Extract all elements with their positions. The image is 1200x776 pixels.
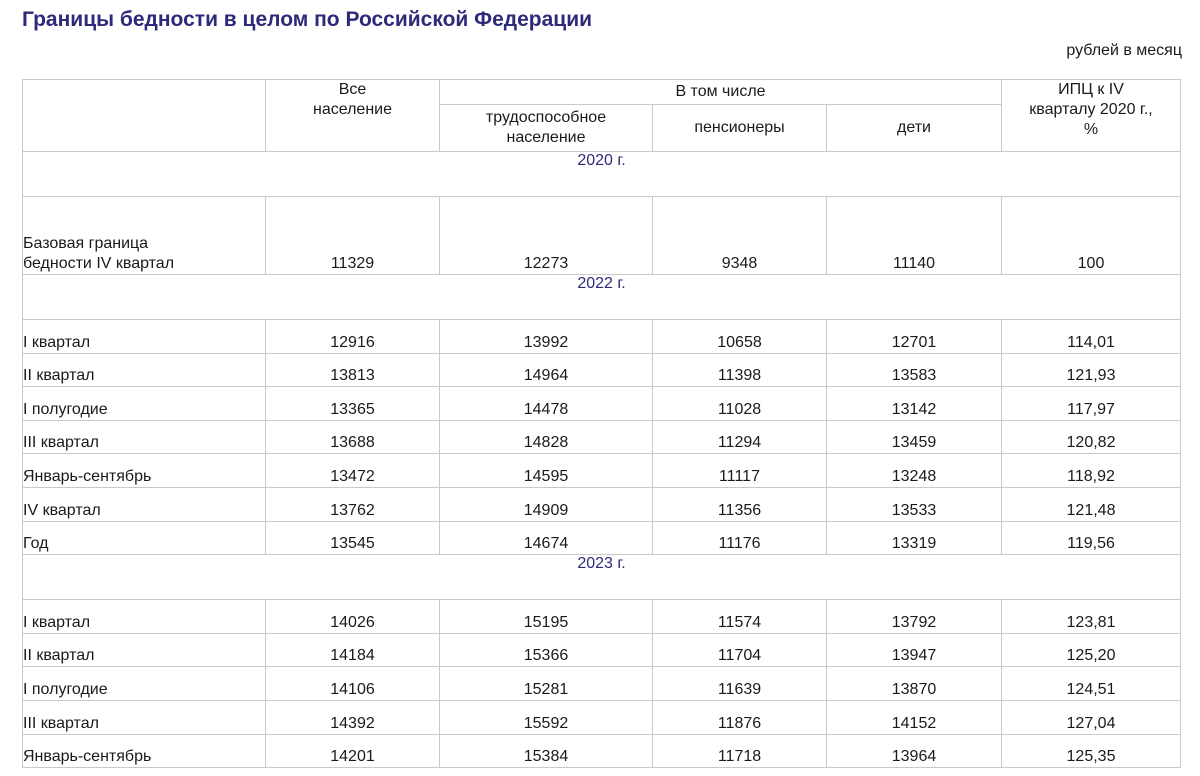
- table-row: [23, 454, 1181, 488]
- cell-cpi: 118,92: [1002, 454, 1181, 488]
- row-label: III квартал: [23, 700, 266, 734]
- cell-cpi: 127,04: [1002, 700, 1181, 734]
- cell-all-population: 12916: [266, 320, 440, 354]
- cell-all-population: 14392: [266, 700, 440, 734]
- cell-cpi: 125,35: [1002, 734, 1181, 768]
- table-row: [23, 600, 1181, 634]
- header-cpi: ИПЦ к IV кварталу 2020 г., %: [1002, 80, 1181, 152]
- table-row: [23, 633, 1181, 667]
- row-label: Год: [23, 521, 266, 555]
- cell-working-age: 14964: [440, 353, 653, 387]
- cell-children: 13792: [827, 600, 1002, 634]
- cell-cpi: 117,97: [1002, 387, 1181, 421]
- cell-children: 13319: [827, 521, 1002, 555]
- cell-working-age: 13992: [440, 320, 653, 354]
- cell-working-age: 15384: [440, 734, 653, 768]
- cell-working-age: 15281: [440, 667, 653, 701]
- units-note: рублей в месяц: [1066, 42, 1182, 59]
- table-row: [23, 320, 1181, 354]
- table-body: [23, 152, 1181, 768]
- cell-cpi: 119,56: [1002, 521, 1181, 555]
- cell-pensioners: 11176: [653, 521, 827, 555]
- cell-children: 13459: [827, 420, 1002, 454]
- cell-all-population: 14026: [266, 600, 440, 634]
- cell-working-age: 14828: [440, 420, 653, 454]
- row-label: I квартал: [23, 320, 266, 354]
- row-label: Январь-сентябрь: [23, 454, 266, 488]
- cell-children: 13870: [827, 667, 1002, 701]
- cell-children: 13142: [827, 387, 1002, 421]
- year-row: [23, 555, 1181, 600]
- cell-working-age: 15195: [440, 600, 653, 634]
- row-label: III квартал: [23, 420, 266, 454]
- row-label: II квартал: [23, 633, 266, 667]
- header-including: В том числе: [440, 80, 1002, 105]
- cell-pensioners: 11028: [653, 387, 827, 421]
- cell-working-age: 15592: [440, 700, 653, 734]
- cell-children: 13947: [827, 633, 1002, 667]
- cell-all-population: 13545: [266, 521, 440, 555]
- row-label: II квартал: [23, 353, 266, 387]
- header-label-cell: [23, 80, 266, 152]
- cell-children: 13533: [827, 487, 1002, 521]
- cell-pensioners: 11398: [653, 353, 827, 387]
- cell-cpi: 121,48: [1002, 487, 1181, 521]
- table-row: [23, 734, 1181, 768]
- table-row: [23, 420, 1181, 454]
- cell-working-age: 12273: [440, 197, 653, 275]
- cell-working-age: 14909: [440, 487, 653, 521]
- year-label: 2023 г.: [23, 555, 1181, 600]
- table-row: [23, 700, 1181, 734]
- cell-all-population: 13762: [266, 487, 440, 521]
- cell-pensioners: 11294: [653, 420, 827, 454]
- cell-all-population: 14106: [266, 667, 440, 701]
- table-row: [23, 487, 1181, 521]
- cell-pensioners: 10658: [653, 320, 827, 354]
- cell-children: 11140: [827, 197, 1002, 275]
- page-title: Границы бедности в целом по Российской Федерации: [22, 8, 593, 31]
- cell-all-population: 14201: [266, 734, 440, 768]
- cell-working-age: 14478: [440, 387, 653, 421]
- cell-children: 13964: [827, 734, 1002, 768]
- year-row: [23, 275, 1181, 320]
- cell-all-population: 14184: [266, 633, 440, 667]
- cell-working-age: 14595: [440, 454, 653, 488]
- cell-pensioners: 9348: [653, 197, 827, 275]
- header-pensioners: пенсионеры: [653, 105, 827, 152]
- cell-pensioners: 11876: [653, 700, 827, 734]
- cell-cpi: 120,82: [1002, 420, 1181, 454]
- year-row: [23, 152, 1181, 197]
- cell-all-population: 13472: [266, 454, 440, 488]
- row-label: I квартал: [23, 600, 266, 634]
- cell-children: 13248: [827, 454, 1002, 488]
- cell-all-population: 13688: [266, 420, 440, 454]
- row-label: Январь-сентябрь: [23, 734, 266, 768]
- table-row: [23, 387, 1181, 421]
- table-row: [23, 667, 1181, 701]
- cell-cpi: 100: [1002, 197, 1181, 275]
- row-label: I полугодие: [23, 387, 266, 421]
- cell-all-population: 13365: [266, 387, 440, 421]
- table-row: [23, 197, 1181, 275]
- cell-all-population: 11329: [266, 197, 440, 275]
- cell-working-age: 15366: [440, 633, 653, 667]
- cell-pensioners: 11718: [653, 734, 827, 768]
- cell-children: 12701: [827, 320, 1002, 354]
- cell-pensioners: 11704: [653, 633, 827, 667]
- cell-working-age: 14674: [440, 521, 653, 555]
- year-label: 2020 г.: [23, 152, 1181, 197]
- cell-cpi: 121,93: [1002, 353, 1181, 387]
- header-working-age: трудоспособное население: [440, 105, 653, 152]
- cell-pensioners: 11117: [653, 454, 827, 488]
- cell-cpi: 123,81: [1002, 600, 1181, 634]
- cell-pensioners: 11639: [653, 667, 827, 701]
- year-label: 2022 г.: [23, 275, 1181, 320]
- row-label: IV квартал: [23, 487, 266, 521]
- row-label: I полугодие: [23, 667, 266, 701]
- header-all-population: Все население: [266, 80, 440, 152]
- cell-children: 14152: [827, 700, 1002, 734]
- cell-cpi: 114,01: [1002, 320, 1181, 354]
- row-label: Базовая граница бедности IV квартал: [23, 197, 266, 275]
- cell-cpi: 125,20: [1002, 633, 1181, 667]
- table-row: [23, 353, 1181, 387]
- cell-children: 13583: [827, 353, 1002, 387]
- header-children: дети: [827, 105, 1002, 152]
- cell-pensioners: 11574: [653, 600, 827, 634]
- poverty-lines-table: [22, 79, 1181, 768]
- table-row: [23, 521, 1181, 555]
- cell-all-population: 13813: [266, 353, 440, 387]
- cell-pensioners: 11356: [653, 487, 827, 521]
- cell-cpi: 124,51: [1002, 667, 1181, 701]
